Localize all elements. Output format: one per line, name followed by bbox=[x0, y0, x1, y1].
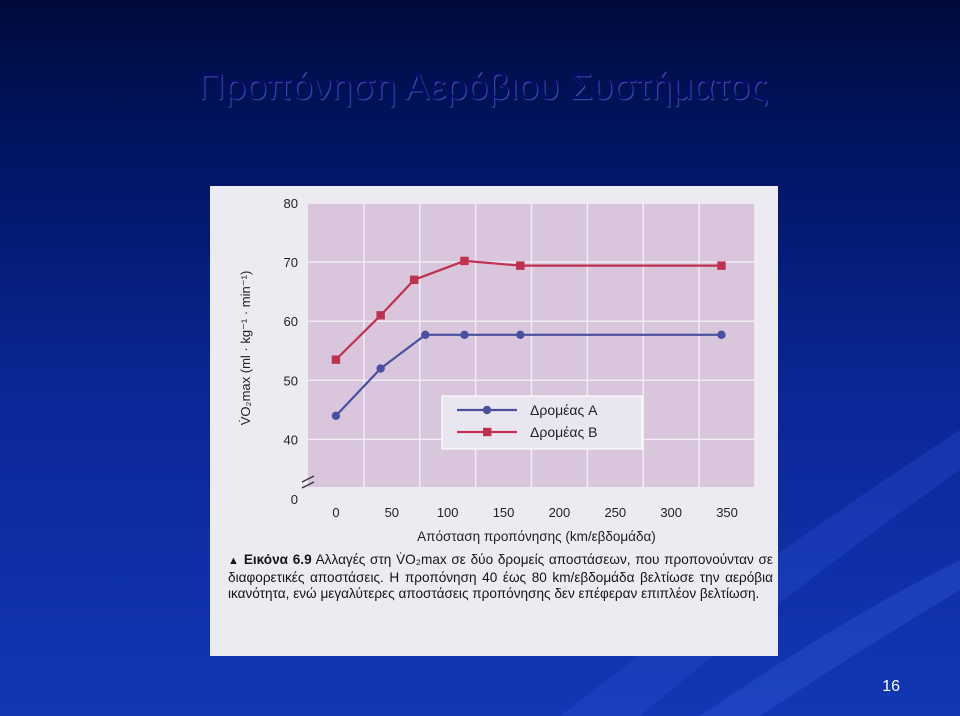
data-point-b bbox=[516, 261, 524, 269]
data-point-b bbox=[376, 311, 384, 319]
data-point-a bbox=[460, 331, 468, 339]
data-point-b bbox=[717, 261, 725, 269]
data-point-a bbox=[516, 331, 524, 339]
legend-label-b: Δρομέας B bbox=[530, 424, 598, 440]
y-tick-label: 60 bbox=[283, 314, 298, 330]
figure-caption-text: Αλλαγές στη V̇O₂max σε δύο δρομείς αποστάσεων, που προπονούνταν σε διαφορετικές αποστάσεις. Η προπόνηση 40 έως 80 km/εβδομάδα βελτίωσε την αερόβια ικανότητα, ενώ μεγαλύτερες αποστάσεις προπόνησης δεν επέφεραν επιπλέον βελτίωση. bbox=[228, 552, 773, 602]
data-point-a bbox=[421, 331, 429, 339]
x-tick-label: 300 bbox=[660, 505, 683, 520]
x-tick-label: 100 bbox=[436, 505, 459, 520]
x-tick-label: 150 bbox=[492, 505, 515, 520]
legend-marker-b bbox=[483, 428, 491, 436]
data-point-a bbox=[332, 412, 340, 420]
x-tick-label: 50 bbox=[384, 505, 400, 520]
page-number: 16 bbox=[882, 678, 900, 695]
data-point-b bbox=[410, 276, 418, 284]
line-chart bbox=[210, 186, 778, 556]
x-tick-label: 350 bbox=[716, 505, 738, 520]
data-point-a bbox=[376, 364, 384, 372]
data-point-b bbox=[460, 257, 468, 265]
legend-marker-a bbox=[483, 406, 491, 414]
chart-figure bbox=[210, 186, 778, 656]
y-axis-label: V̇O₂max (ml · kg⁻¹ · min⁻¹) bbox=[238, 270, 253, 426]
y-tick-label: 0 bbox=[290, 492, 298, 507]
x-tick-label: 250 bbox=[604, 505, 627, 520]
x-tick-label: 200 bbox=[548, 505, 571, 520]
data-point-b bbox=[332, 355, 340, 363]
y-tick-label: 70 bbox=[283, 255, 298, 271]
slide-title: Προπόνηση Αερόβιου Συστήματος bbox=[198, 66, 769, 107]
data-point-a bbox=[717, 331, 725, 339]
x-tick-label: 0 bbox=[332, 505, 340, 520]
y-tick-label: 80 bbox=[283, 196, 298, 211]
y-tick-label: 40 bbox=[283, 432, 298, 448]
y-tick-label: 50 bbox=[283, 373, 298, 389]
triangle-icon: ▲ bbox=[228, 555, 240, 567]
legend-label-a: Δρομέας A bbox=[530, 402, 598, 418]
x-axis-label: Απόσταση προπόνησης (km/εβδομάδα) bbox=[417, 529, 656, 544]
figure-caption bbox=[228, 552, 773, 603]
figure-caption-label: Εικόνα 6.9 bbox=[243, 552, 312, 567]
